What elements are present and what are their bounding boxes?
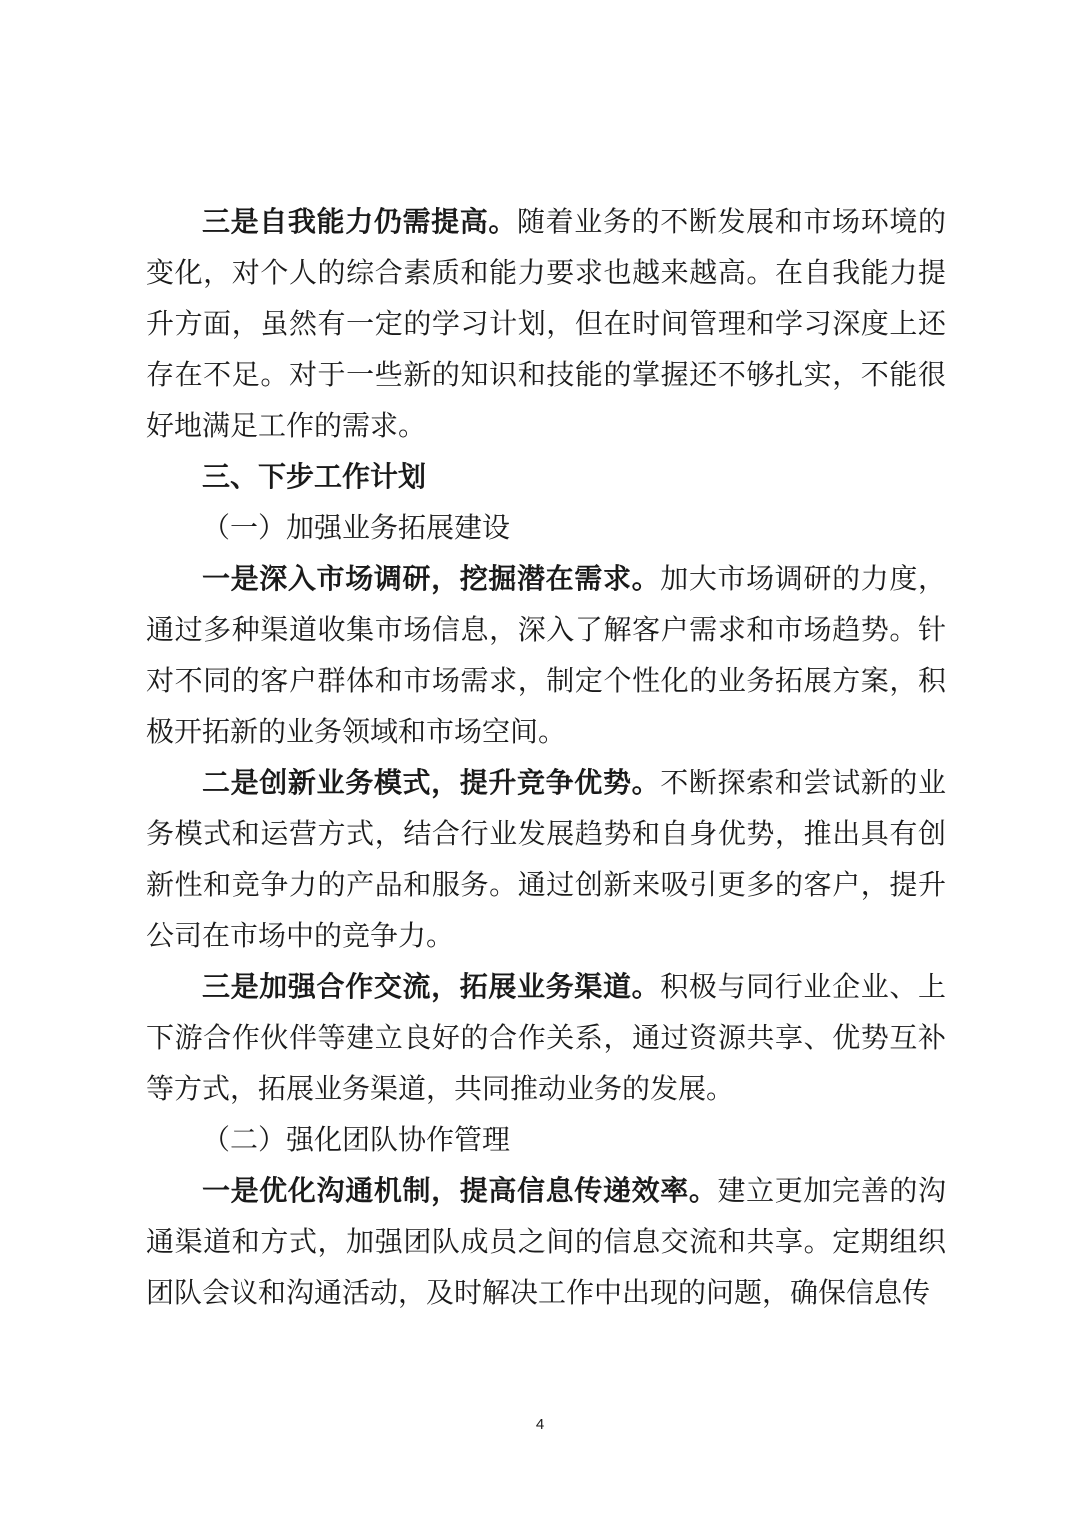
subsection-heading-business-expansion: （一）加强业务拓展建设 [202, 511, 511, 544]
document-body [146, 196, 946, 1318]
paragraph-text: 建立更加完善的沟通渠道和方式，加强团队成员之间的信息交流和共享。定期组织团队会议和沟通活动，及时解决工作中出现的问题，确保信息传 [146, 1174, 946, 1309]
paragraph-business-model [146, 757, 946, 961]
paragraph-text: 不断探索和尝试新的业务模式和运营方式，结合行业发展趋势和自身优势，推出具有创新性和竞争力的产品和服务。通过创新来吸引更多的客户，提升公司在市场中的竞争力。 [146, 766, 946, 952]
paragraph-self-ability [146, 196, 946, 451]
paragraph-lead: 二是创新业务模式，提升竞争优势。 [202, 766, 661, 799]
subsection-heading-team-collaboration: （二）强化团队协作管理 [202, 1123, 511, 1156]
section-heading-next-plan: 三、下步工作计划 [202, 460, 427, 493]
paragraph-lead: 一是优化沟通机制，提高信息传递效率。 [202, 1174, 718, 1207]
paragraph-cooperation [146, 961, 946, 1114]
paragraph-communication [146, 1165, 946, 1318]
paragraph-text: 加大市场调研的力度，通过多种渠道收集市场信息，深入了解客户需求和市场趋势。针对不同的客户群体和市场需求，制定个性化的业务拓展方案，积极开拓新的业务领域和市场空间。 [146, 562, 946, 748]
paragraph-market-research [146, 553, 946, 757]
paragraph-text: 积极与同行业企业、上下游合作伙伴等建立良好的合作关系，通过资源共享、优势互补等方式，拓展业务渠道，共同推动业务的发展。 [146, 970, 946, 1105]
paragraph-lead: 一是深入市场调研，挖掘潜在需求。 [202, 562, 661, 595]
paragraph-lead: 三是自我能力仍需提高。 [202, 205, 518, 238]
page-number: 4 [535, 1416, 545, 1433]
paragraph-text: 随着业务的不断发展和市场环境的变化，对个人的综合素质和能力要求也越来越高。在自我能力提升方面，虽然有一定的学习计划，但在时间管理和学习深度上还存在不足。对于一些新的知识和技能的掌握还不够扎实，不能很好地满足工作的需求。 [146, 205, 946, 442]
paragraph-lead: 三是加强合作交流，拓展业务渠道。 [202, 970, 661, 1003]
